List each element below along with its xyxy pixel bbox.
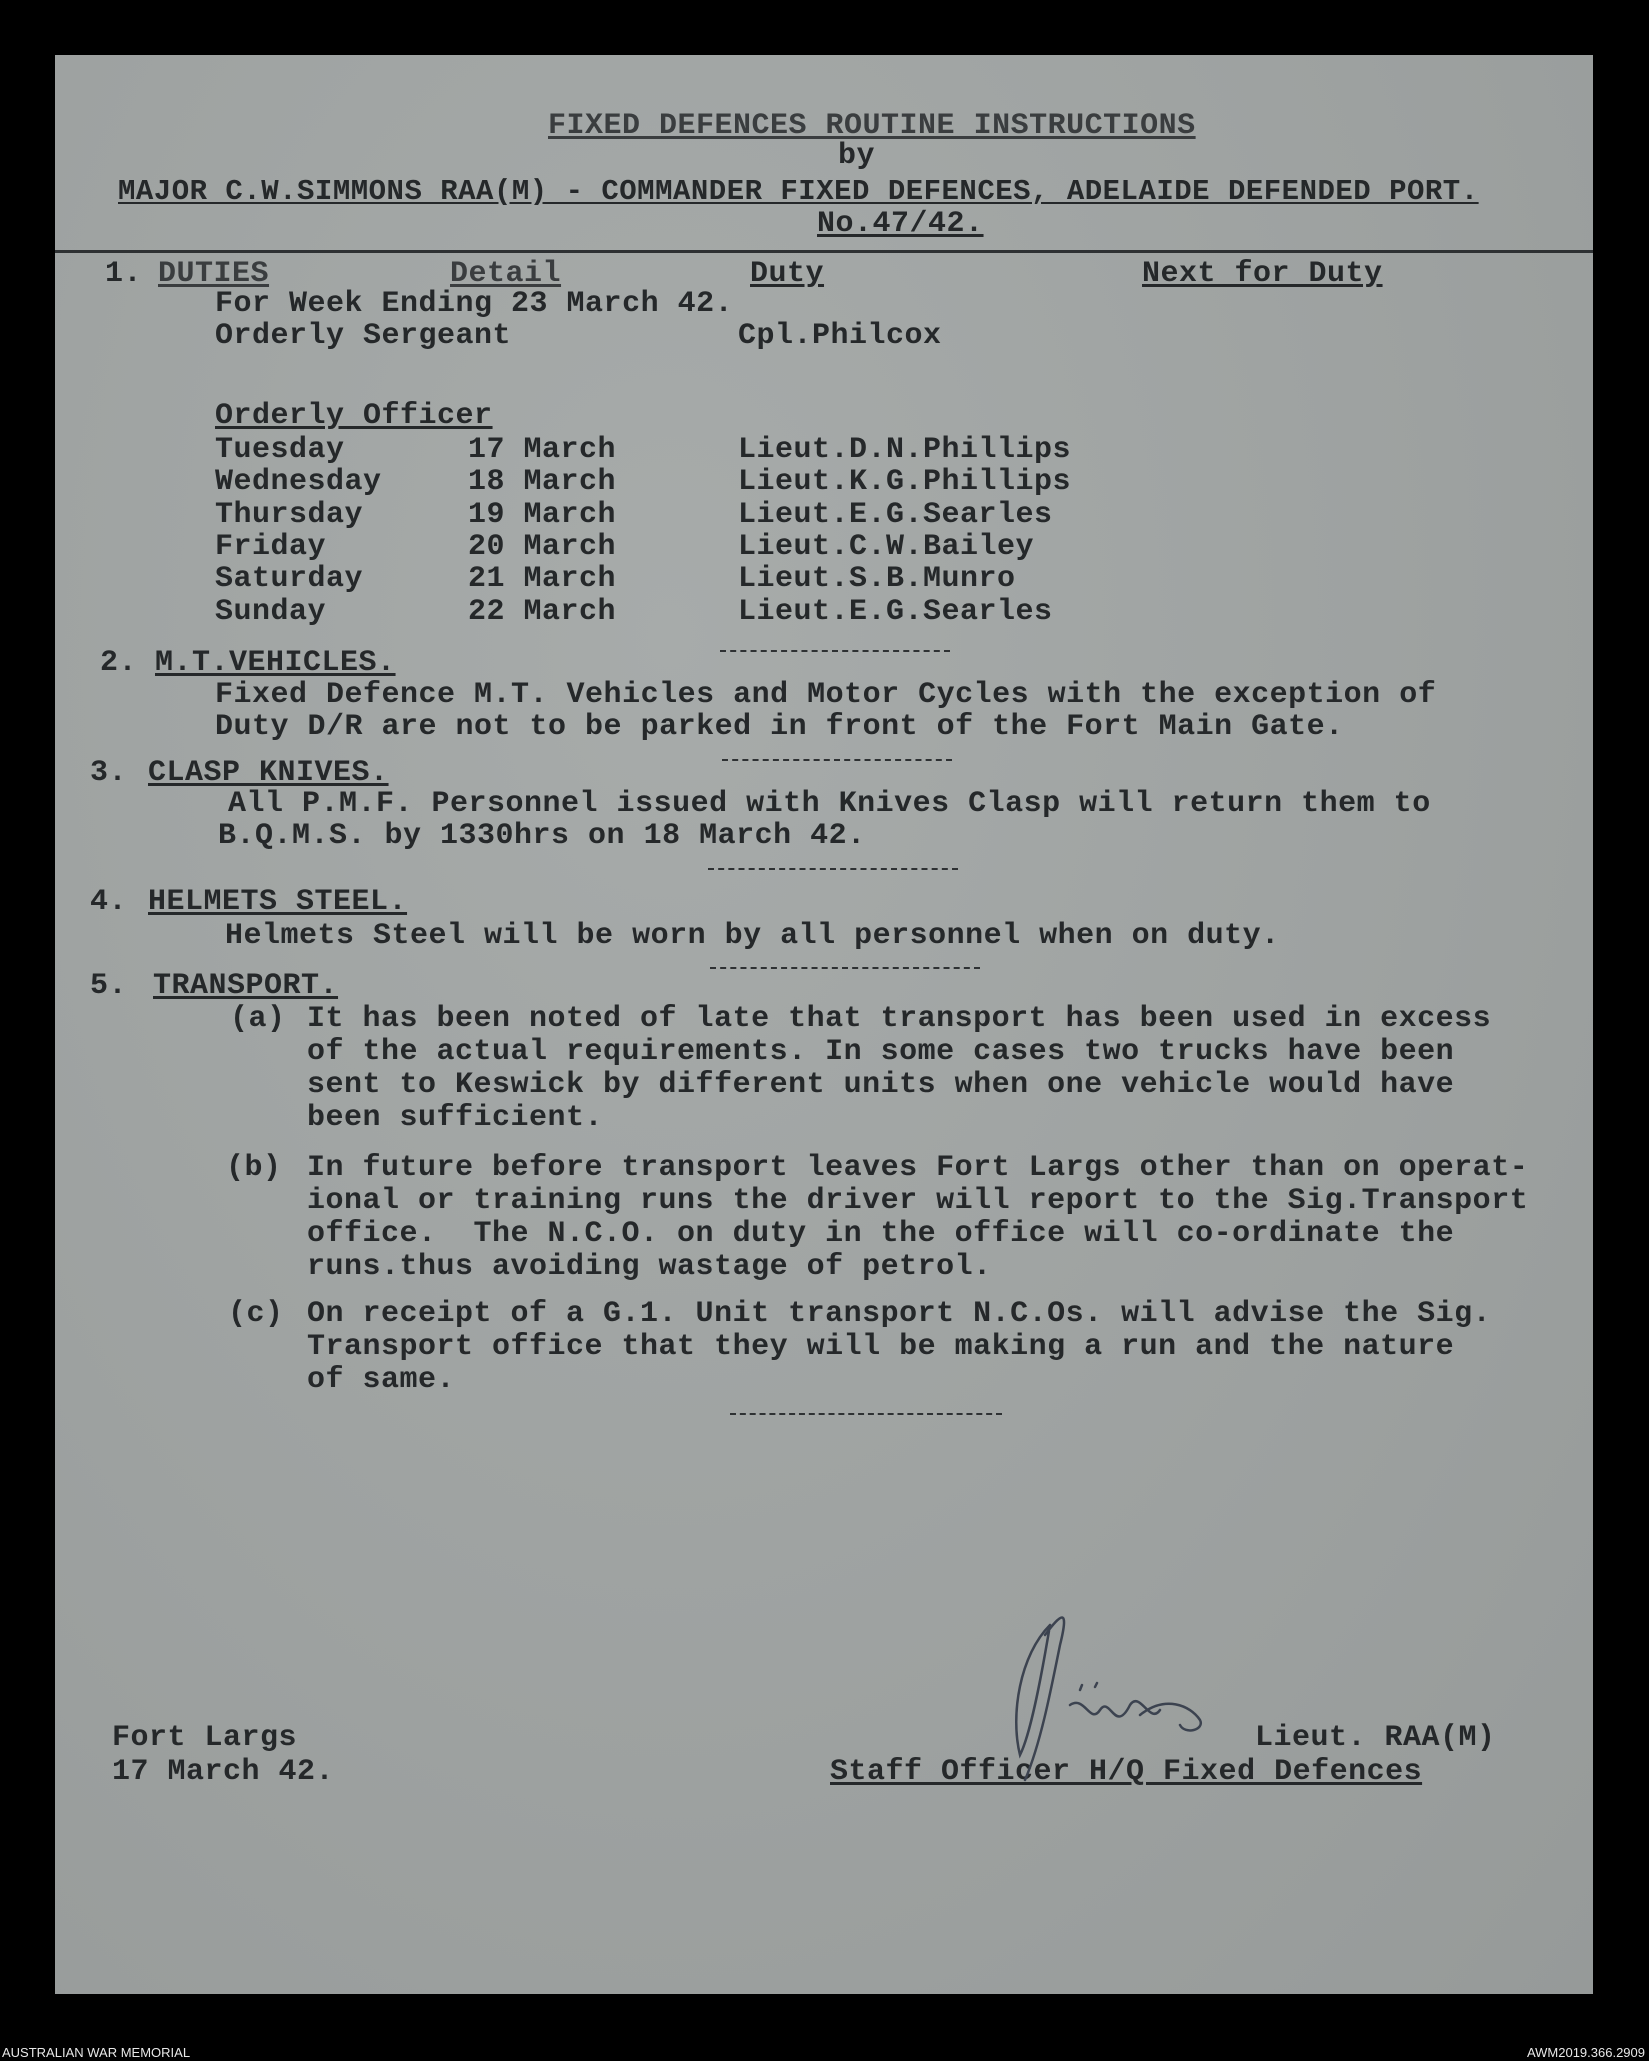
section-divider xyxy=(730,1413,1002,1415)
orderly-sergeant-label: Orderly Sergeant xyxy=(215,319,512,353)
roster-date: 17 March xyxy=(468,433,617,467)
paragraph-b-text: runs.thus avoiding wastage of petrol. xyxy=(307,1250,992,1284)
week-ending: For Week Ending 23 March 42. xyxy=(215,287,734,321)
section-2-text: Duty D/R are not to be parked in front of the Fort Main Gate. xyxy=(215,710,1344,744)
roster-officer: Lieut.D.N.Phillips xyxy=(738,433,1072,467)
section-4-number: 4. xyxy=(90,885,128,919)
roster-day: Sunday xyxy=(215,595,327,629)
section-3-number: 3. xyxy=(90,756,128,790)
paragraph-c-text: On receipt of a G.1. Unit transport N.C.Os. will advise the Sig. xyxy=(307,1297,1492,1331)
section-2-heading: M.T.VEHICLES. xyxy=(155,646,396,680)
section-3-text: B.Q.M.S. by 1330hrs on 18 March 42. xyxy=(218,819,866,853)
archive-reference: AWM2019.366.2909 xyxy=(1526,2045,1645,2060)
section-5-heading: TRANSPORT. xyxy=(153,969,339,1003)
header-rule xyxy=(55,250,1593,253)
roster-officer: Lieut.E.G.Searles xyxy=(738,595,1053,629)
footer-date: 17 March 42. xyxy=(112,1755,335,1789)
document-title: FIXED DEFENCES ROUTINE INSTRUCTIONS xyxy=(548,109,1196,143)
paragraph-c-text: Transport office that they will be making a run and the nature xyxy=(307,1330,1455,1364)
handwritten-signature xyxy=(990,1595,1220,1795)
section-2-text: Fixed Defence M.T. Vehicles and Motor Cycles with the exception of xyxy=(215,678,1437,712)
column-next-for-duty: Next for Duty xyxy=(1142,257,1383,291)
paragraph-a-text: sent to Keswick by different units when one vehicle would have xyxy=(307,1068,1455,1102)
roster-officer: Lieut.C.W.Bailey xyxy=(738,530,1035,564)
section-4-text: Helmets Steel will be worn by all personnel when on duty. xyxy=(225,919,1280,953)
column-duty: Duty xyxy=(750,257,825,291)
roster-date: 20 March xyxy=(468,530,617,564)
roster-date: 19 March xyxy=(468,498,617,532)
paragraph-b-text: office. The N.C.O. on duty in the office will co-ordinate the xyxy=(307,1217,1455,1251)
paragraph-a-text: of the actual requirements. In some cases two trucks have been xyxy=(307,1035,1455,1069)
paragraph-b-text: In future before transport leaves Fort Largs other than on operat- xyxy=(307,1151,1529,1185)
orderly-sergeant-name: Cpl.Philcox xyxy=(738,319,942,353)
signatory-role: Staff Officer H/Q Fixed Defences xyxy=(830,1755,1423,1789)
section-5-number: 5. xyxy=(90,969,128,1003)
roster-day: Tuesday xyxy=(215,433,345,467)
paragraph-c-text: of same. xyxy=(307,1363,456,1397)
paragraph-b-mark: (b) xyxy=(226,1151,282,1185)
roster-date: 21 March xyxy=(468,562,617,596)
roster-day: Wednesday xyxy=(215,465,382,499)
roster-day: Friday xyxy=(215,530,327,564)
paragraph-a-text: It has been noted of late that transport has been used in excess xyxy=(307,1002,1492,1036)
roster-date: 18 March xyxy=(468,465,617,499)
section-divider xyxy=(710,967,980,969)
section-3-heading: CLASP KNIVES. xyxy=(148,756,389,790)
section-divider xyxy=(720,650,950,652)
section-divider xyxy=(722,759,952,761)
roster-officer: Lieut.K.G.Phillips xyxy=(738,465,1072,499)
paragraph-c-mark: (c) xyxy=(228,1297,284,1331)
section-4-heading: HELMETS STEEL. xyxy=(148,885,408,919)
orderly-officer-label: Orderly Officer xyxy=(215,399,493,433)
paragraph-b-text: ional or training runs the driver will report to the Sig.Transport xyxy=(307,1184,1529,1218)
column-detail: Detail xyxy=(450,257,562,291)
by-line: by xyxy=(838,139,876,173)
section-1-heading: DUTIES xyxy=(158,257,270,291)
paragraph-a-text: been sufficient. xyxy=(307,1101,604,1135)
section-3-text: All P.M.F. Personnel issued with Knives Clasp will return them to xyxy=(228,787,1431,821)
issuer-line: MAJOR C.W.SIMMONS RAA(M) - COMMANDER FIXED DEFENCES, ADELAIDE DEFENDED PORT. xyxy=(118,175,1479,208)
roster-officer: Lieut.S.B.Munro xyxy=(738,562,1016,596)
section-divider xyxy=(708,868,958,870)
section-1-number: 1. xyxy=(105,257,143,291)
roster-date: 22 March xyxy=(468,595,617,629)
roster-day: Thursday xyxy=(215,498,364,532)
archive-caption: AUSTRALIAN WAR MEMORIAL xyxy=(2,2045,191,2060)
section-2-number: 2. xyxy=(100,646,138,680)
roster-officer: Lieut.E.G.Searles xyxy=(738,498,1053,532)
roster-day: Saturday xyxy=(215,562,364,596)
footer-place: Fort Largs xyxy=(112,1721,298,1755)
paragraph-a-mark: (a) xyxy=(230,1002,286,1036)
signatory-rank: Lieut. RAA(M) xyxy=(1255,1721,1496,1755)
instruction-number: No.47/42. xyxy=(817,207,984,241)
